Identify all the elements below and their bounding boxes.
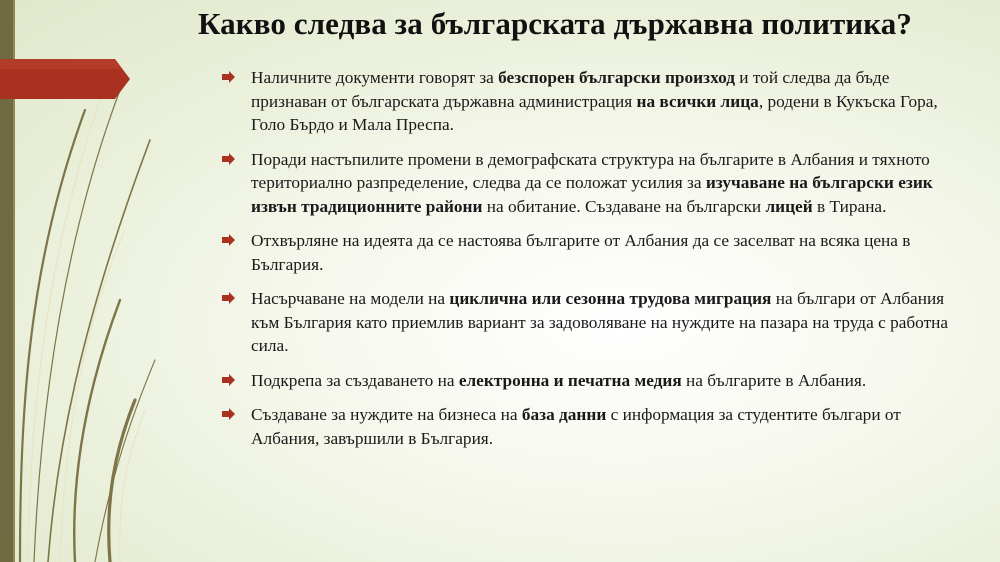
bullet-list <box>222 66 962 461</box>
bullet-text: Създаване за нуждите на бизнеса на <box>251 405 522 424</box>
bullet-bold-text: изучаване на български език извън традиционните райони <box>251 173 933 216</box>
bullet-text: на българите в Албания. <box>681 370 867 390</box>
bullet-text: в Тирана. <box>812 196 887 216</box>
bullet-item <box>222 287 962 358</box>
bullet-item <box>222 229 962 276</box>
bullet-bold-text: на всички лица <box>636 91 759 111</box>
bullet-bold-text: лицей <box>765 196 813 216</box>
arrow-right-icon <box>222 71 235 83</box>
bullet-item <box>222 403 962 450</box>
bullet-item <box>222 148 962 219</box>
bullet-text: на българи от Албания към България като приемлив вариант за задоволяване на нуждите на пазара на труда с работна сила. <box>251 289 949 355</box>
bullet-text: Наличните документи говорят за <box>251 68 499 87</box>
arrow-right-icon <box>222 234 235 246</box>
bullet-text: с информация за студентите българи от Албания, завършили в България. <box>251 405 901 448</box>
bullet-text: Отхвърляне на идеята да се настоява българите от Албания да се заселват на всяка цена в България. <box>251 231 911 274</box>
bullet-text: Поради настъпилите промени в демографската структура на българите в Албания и тяхното териториално разпределение, следва да се положат усилия за <box>251 149 930 192</box>
arrow-right-icon <box>222 292 235 304</box>
bullet-bold-text: безспорен български произход <box>498 68 735 87</box>
accent-arrow-tab <box>0 59 130 99</box>
arrow-right-icon <box>222 408 235 420</box>
bullet-item <box>222 66 962 137</box>
bullet-text: Насърчаване на модели на <box>251 289 450 308</box>
slide-title: Какво следва за българската държавна политика? <box>198 6 912 41</box>
bullet-text: Подкрепа за създаването на <box>251 370 459 390</box>
bullet-text: на обитание. Създаване на български <box>482 196 766 216</box>
arrow-right-icon <box>222 153 235 165</box>
bullet-text: и той следва да бъде признаван от българската държавна администрация <box>251 68 890 111</box>
bullet-text: , родени в Кукъска Гора, Голо Бърдо и Мала Преспа. <box>251 91 938 134</box>
bullet-bold-text: база данни <box>521 405 607 424</box>
bullet-bold-text: циклична или сезонна трудова миграция <box>449 289 772 308</box>
arrow-right-icon <box>222 374 235 386</box>
bullet-bold-text: електронна и печатна медия <box>458 370 682 390</box>
bullet-item <box>222 369 962 393</box>
